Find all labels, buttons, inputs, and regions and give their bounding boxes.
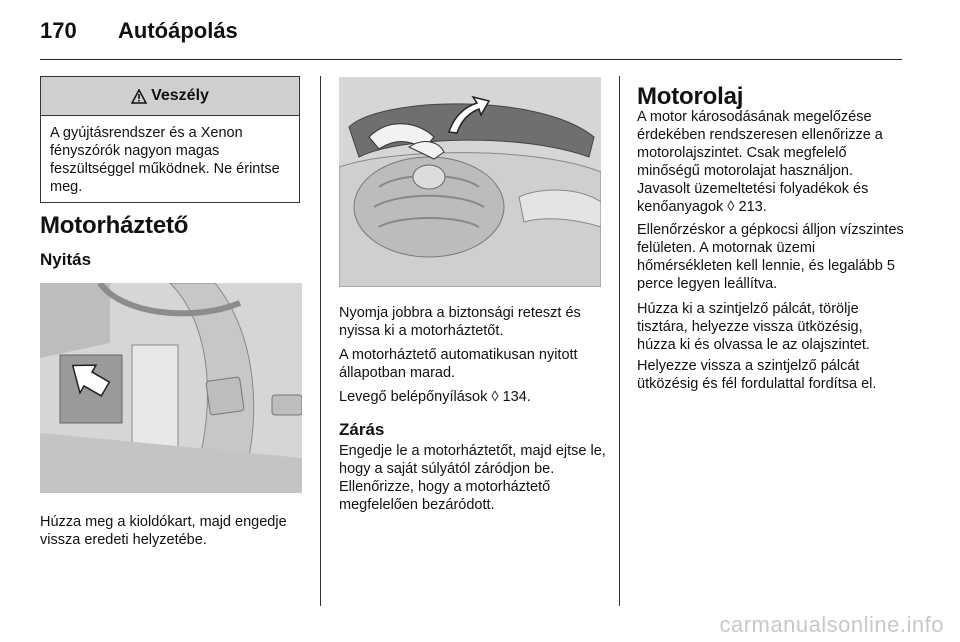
note-hood-stays-open: A motorháztető automatikusan nyitott állapotban marad. bbox=[339, 347, 578, 381]
warning-label: Veszély bbox=[151, 87, 209, 104]
warning-triangle-icon bbox=[131, 89, 147, 104]
page-number: 170 bbox=[40, 18, 77, 43]
warning-header bbox=[41, 77, 299, 116]
header-rule bbox=[40, 59, 902, 60]
engine-oil-check-steps: Húzza ki a szintjelző pálcát, törölje tisztára, helyezze vissza ütközésig, húzza ki és olvassa le az olajszintet. bbox=[637, 301, 870, 353]
instruction-closing: Engedje le a motorháztetőt, majd ejtse le, hogy a saját súlyától záródjon be. Ellenőrizze, hogy a motorháztető megfelelően bezáródott. bbox=[339, 443, 606, 513]
subheading-opening: Nyitás bbox=[40, 250, 92, 269]
engine-oil-conditions: Ellenőrzéskor a gépkocsi álljon vízszintes felületen. A motornak üzemi hőmérsékleten kell lennie, és legalább 5 perce legyen leállítva. bbox=[637, 222, 904, 292]
reference-air-intakes: Levegő belépőnyílások ◊ 134. bbox=[339, 389, 531, 405]
column-divider-left bbox=[320, 76, 321, 606]
section-heading-engine-oil: Motorolaj bbox=[637, 83, 744, 110]
open-hood-illustration bbox=[339, 77, 601, 287]
section-heading-hood: Motorháztető bbox=[40, 212, 189, 239]
subheading-closing: Zárás bbox=[339, 420, 385, 439]
engine-oil-intro: A motor károsodásának megelőzése érdekében rendszeresen ellenőrizze a motorolajszintet. Csak megfelelő minőségű motorolajat használjon. Javasolt üzemeltetési folyadékok és kenőanyagok ◊ 213. bbox=[637, 109, 883, 215]
watermark: carmanualsonline.info bbox=[719, 612, 944, 637]
danger-warning-box bbox=[40, 76, 300, 203]
caption-release-lever: Húzza meg a kioldókart, majd engedje vissza eredeti helyzetébe. bbox=[40, 514, 287, 548]
warning-text: A gyújtásrendszer és a Xenon fényszórók nagyon magas feszültséggel működnek. Ne érintse meg. bbox=[50, 125, 280, 195]
page-title: Autóápolás bbox=[118, 18, 238, 43]
page-header bbox=[40, 18, 238, 44]
column-divider-right bbox=[619, 76, 620, 606]
page-reference-symbol: ◊ bbox=[727, 199, 735, 215]
page-reference-symbol: ◊ bbox=[491, 389, 499, 405]
instruction-push-latch: Nyomja jobbra a biztonsági reteszt és nyissa ki a motorháztetőt. bbox=[339, 305, 581, 339]
engine-oil-dipstick-return: Helyezze vissza a szintjelző pálcát ütközésig és fél fordulattal fordítsa el. bbox=[637, 358, 877, 392]
hood-release-lever-illustration bbox=[40, 283, 302, 493]
